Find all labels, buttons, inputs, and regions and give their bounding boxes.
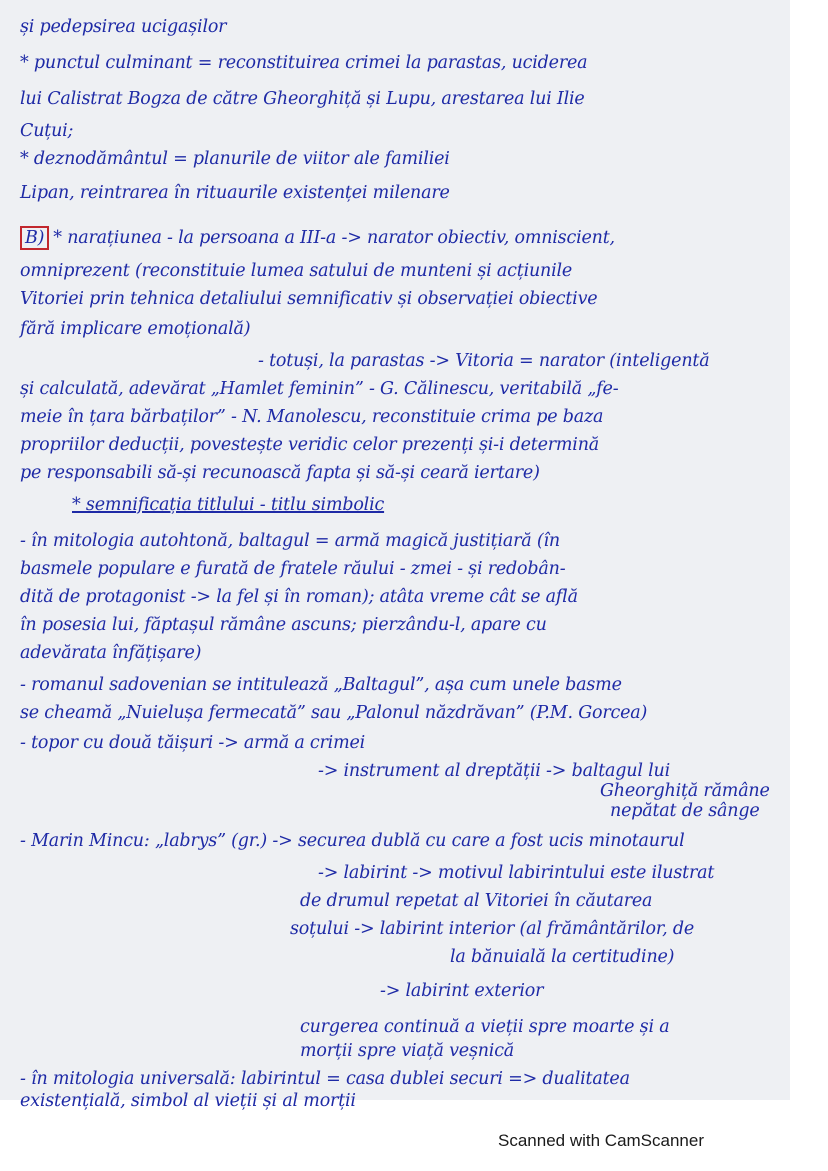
note-line: -> labirint -> motivul labirintului este ilustrat: [318, 863, 715, 883]
note-line: Lipan, reintrarea în rituaurile existenței milenare: [20, 183, 450, 203]
note-line: Gheorghiță rămâne: [600, 781, 770, 801]
note-line: - Marin Mincu: „labrys” (gr.) -> securea dublă cu care a fost ucis minotaurul: [20, 831, 685, 851]
note-line: fără implicare emoțională): [20, 319, 251, 339]
section-marker: B): [20, 226, 49, 250]
note-line: - în mitologia autohtonă, baltagul = armă magică justițiară (în: [20, 531, 560, 551]
note-line: - romanul sadovenian se intitulează „Baltagul”, așa cum unele basme: [20, 675, 622, 695]
note-line: nepătat de sânge: [610, 801, 760, 821]
note-line: - topor cu două tăișuri -> armă a crimei: [20, 733, 366, 753]
note-line: - totuși, la parastas -> Vitoria = narator (inteligentă: [258, 351, 710, 371]
note-line: în posesia lui, făptașul rămâne ascuns; pierzându-l, apare cu: [20, 615, 547, 635]
note-line: dită de protagonist -> la fel și în roman); atâta vreme cât se află: [20, 587, 578, 607]
note-line: Cuțui;: [20, 121, 74, 141]
note-line: * punctul culminant = reconstituirea crimei la parastas, uciderea: [20, 53, 588, 73]
note-line: și pedepsirea ucigașilor: [20, 17, 227, 37]
note-line: - în mitologia universală: labirintul = casa dublei securi => dualitatea: [20, 1069, 630, 1089]
note-line: * deznodământul = planurile de viitor ale familiei: [20, 149, 450, 169]
note-line: curgerea continuă a vieții spre moarte și a: [300, 1017, 670, 1037]
note-line: propriilor deducții, povestește veridic celor prezenți și-i determină: [20, 435, 600, 455]
note-line-text: * narațiunea - la persoana a III-a -> narator obiectiv, omniscient,: [53, 228, 615, 248]
note-line: la bănuială la certitudine): [450, 947, 675, 967]
note-line: existențială, simbol al vieții și al morții: [20, 1091, 356, 1111]
note-line: [20, 226, 776, 250]
note-line: și calculată, adevărat „Hamlet feminin” - G. Călinescu, veritabilă „fe-: [20, 379, 619, 399]
note-line: -> labirint exterior: [380, 981, 544, 1001]
note-line: de drumul repetat al Vitoriei în căutarea: [300, 891, 653, 911]
note-line: pe responsabili să-și recunoască fapta și să-și ceară iertare): [20, 463, 540, 483]
note-line: Vitoriei prin tehnica detaliului semnificativ și observației obiective: [20, 289, 598, 309]
note-line: meie în țara bărbaților” - N. Manolescu, reconstituie crima pe baza: [20, 407, 604, 427]
note-line: -> instrument al dreptății -> baltagul lui: [318, 761, 670, 781]
note-line: se cheamă „Nuielușa fermecată” sau „Palonul năzdrăvan” (P.M. Gorcea): [20, 703, 648, 723]
note-line: morții spre viață veșnică: [300, 1041, 515, 1061]
note-line: omniprezent (reconstituie lumea satului de munteni și acțiunile: [20, 261, 573, 281]
note-heading: * semnificația titlului - titlu simbolic: [72, 495, 385, 515]
note-line: adevărata înfățișare): [20, 643, 202, 663]
note-line: soțului -> labirint interior (al frământărilor, de: [290, 919, 695, 939]
note-line: lui Calistrat Bogza de către Gheorghiță și Lupu, arestarea lui Ilie: [20, 89, 585, 109]
scanner-watermark: Scanned with CamScanner: [498, 1131, 705, 1150]
note-line: basmele populare e furată de fratele răului - zmei - și redobân-: [20, 559, 566, 579]
